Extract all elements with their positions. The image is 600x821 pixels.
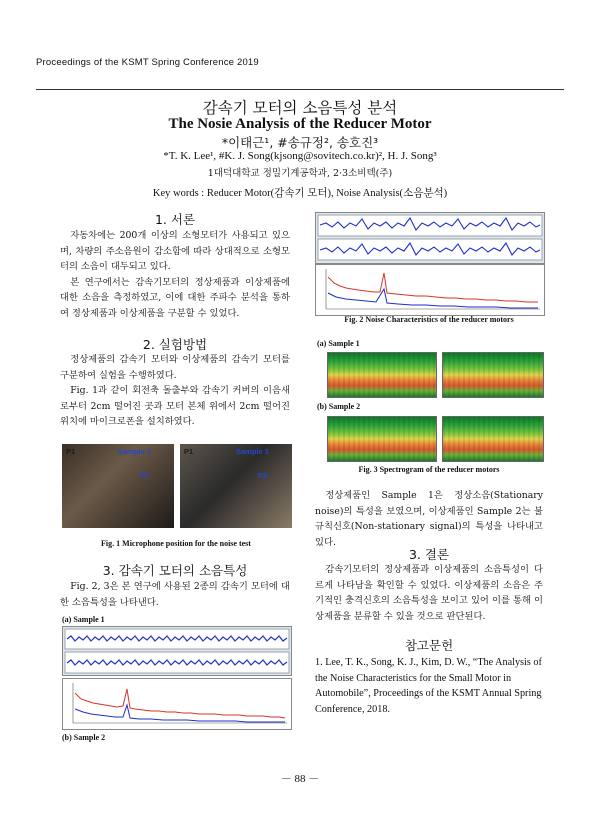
- section-heading-intro: 1. 서론: [154, 212, 196, 227]
- title-english: The Nosie Analysis of the Reducer Motor: [168, 116, 432, 132]
- authors-korean: *이태근¹, #송규정², 송호진³: [221, 135, 379, 150]
- spectrogram-paragraph-1: 정상제품인 Sample 1은 정상소음(Stationary noise)의 특성을 보였으며, 이상제품인 Sample 2는 불규칙신호(Non-stationary signal)의 특성을 나타내고 있다.: [315, 490, 543, 548]
- label-sample1-second: Sample 1: [236, 447, 269, 456]
- label-p2: P2: [140, 471, 150, 480]
- fig3-sample-2-label: (b) Sample 2: [317, 402, 361, 411]
- affiliation: 1대덕대학교 정밀기계공학과, 2·3소비텍(주): [207, 168, 393, 179]
- label-sample1: Sample 1: [118, 447, 151, 456]
- section-heading-conclusion: 3. 결론: [408, 547, 450, 562]
- spectrogram-sample-1-left: [327, 352, 437, 398]
- label-p1: P1: [66, 447, 76, 456]
- spectrogram-sample-2-right: [442, 416, 544, 462]
- characteristics-paragraph-1: Fig. 2, 3은 본 연구에 사용된 2종의 감속기 모터에 대한 소음특성을 나타낸다.: [60, 581, 290, 608]
- characteristics-text: [60, 579, 290, 610]
- intro-paragraph-1: 자동차에는 200개 이상의 소형모터가 사용되고 있으며, 차량의 주소음원이 감소함에 따라 상대적으로 소형모터의 소음이 대두되고 있다.: [60, 230, 290, 272]
- figure-1-caption: Fig. 1 Microphone position for the noise test: [101, 539, 251, 548]
- fig2-sample-1-label: (a) Sample 1: [62, 615, 105, 624]
- fig2-right-waveform: [315, 212, 545, 264]
- fig2-left-waveform: [62, 626, 292, 676]
- section-heading-method: 2. 실험방법: [142, 337, 208, 352]
- label-p2-second: P2: [258, 471, 268, 480]
- waveform-plot-sample-2: [316, 213, 544, 263]
- photo-sample-1-p1: [62, 444, 174, 528]
- intro-paragraph-2: 본 연구에서는 감속기모터의 정상제품과 이상제품에 대한 소음을 측정하였고, 이에 대한 주파수 분석을 통하여 정상제품과 이상제품을 구분할 수 있었다.: [60, 276, 290, 319]
- section-heading-references: 참고문헌: [404, 638, 454, 653]
- authors-english: *T. K. Lee¹, #K. J. Song(kjsong@sovitech.co.kr)², H. J. Song³: [163, 150, 437, 162]
- method-paragraph-1: 정상제품의 감속기 모터와 이상제품의 감속기 모터를 구분하여 실험을 수행하였다.: [60, 354, 290, 381]
- spectrogram-text: [315, 488, 543, 550]
- spectrum-plot-sample-2: [316, 265, 544, 315]
- conclusion-text: [315, 562, 543, 624]
- figure-2-caption: Fig. 2 Noise Characteristics of the reducer motors: [344, 315, 514, 324]
- figure-1: [62, 444, 292, 528]
- fig3-sample-1-label: (a) Sample 1: [317, 339, 360, 348]
- running-head: Proceedings of the KSMT Spring Conference 2019: [36, 57, 259, 68]
- method-text: [60, 352, 290, 430]
- intro-text: [60, 228, 290, 321]
- section-heading-characteristics: 3. 감속기 모터의 소음특성: [102, 563, 248, 578]
- spectrum-plot-sample-1: [63, 679, 291, 729]
- method-paragraph-2: Fig. 1과 같이 회전축 돌출부와 감속기 커버의 이음새로부터 2cm 떨어진 곳과 모터 본체 위에서 2cm 떨어진 위치에 마이크로폰을 설치하였다.: [60, 385, 290, 427]
- fig2-left-spectrum: [62, 678, 292, 730]
- page-number: － 88 －: [280, 773, 320, 785]
- reference-1: 1. Lee, T. K., Song, K. J., Kim, D. W., “The Analysis of the Noise Characteristics for the Small Motor in Automobile”, Proceedings of the KSMT Annual Spring Conference, 2018.: [315, 657, 542, 715]
- conclusion-paragraph-1: 감속기모터의 정상제품과 이상제품의 소음특성이 다르게 나타남을 확인할 수 있었다. 이상제품의 소음은 주기적인 충격신호의 소음특성을 보이고 있어 이를 통해 이상제품을 분류할 수 있을 것으로 판단된다.: [315, 564, 543, 622]
- label-p1-second: P1: [184, 447, 194, 456]
- keywords: Key words : Reducer Motor(감속기 모터), Noise Analysis(소음분석): [152, 188, 448, 199]
- spectrogram-sample-1-right: [442, 352, 544, 398]
- title-korean: 감속기 모터의 소음특성 분석: [202, 99, 398, 117]
- header-rule: [36, 89, 564, 90]
- photo-sample-1-p2: [180, 444, 292, 528]
- spectrogram-sample-2-left: [327, 416, 437, 462]
- waveform-plot-sample-1: [63, 627, 291, 675]
- figure-3-caption: Fig. 3 Spectrogram of the reducer motors: [358, 465, 500, 474]
- fig2-sample-2-label: (b) Sample 2: [62, 733, 106, 742]
- fig2-right-spectrum: [315, 264, 545, 316]
